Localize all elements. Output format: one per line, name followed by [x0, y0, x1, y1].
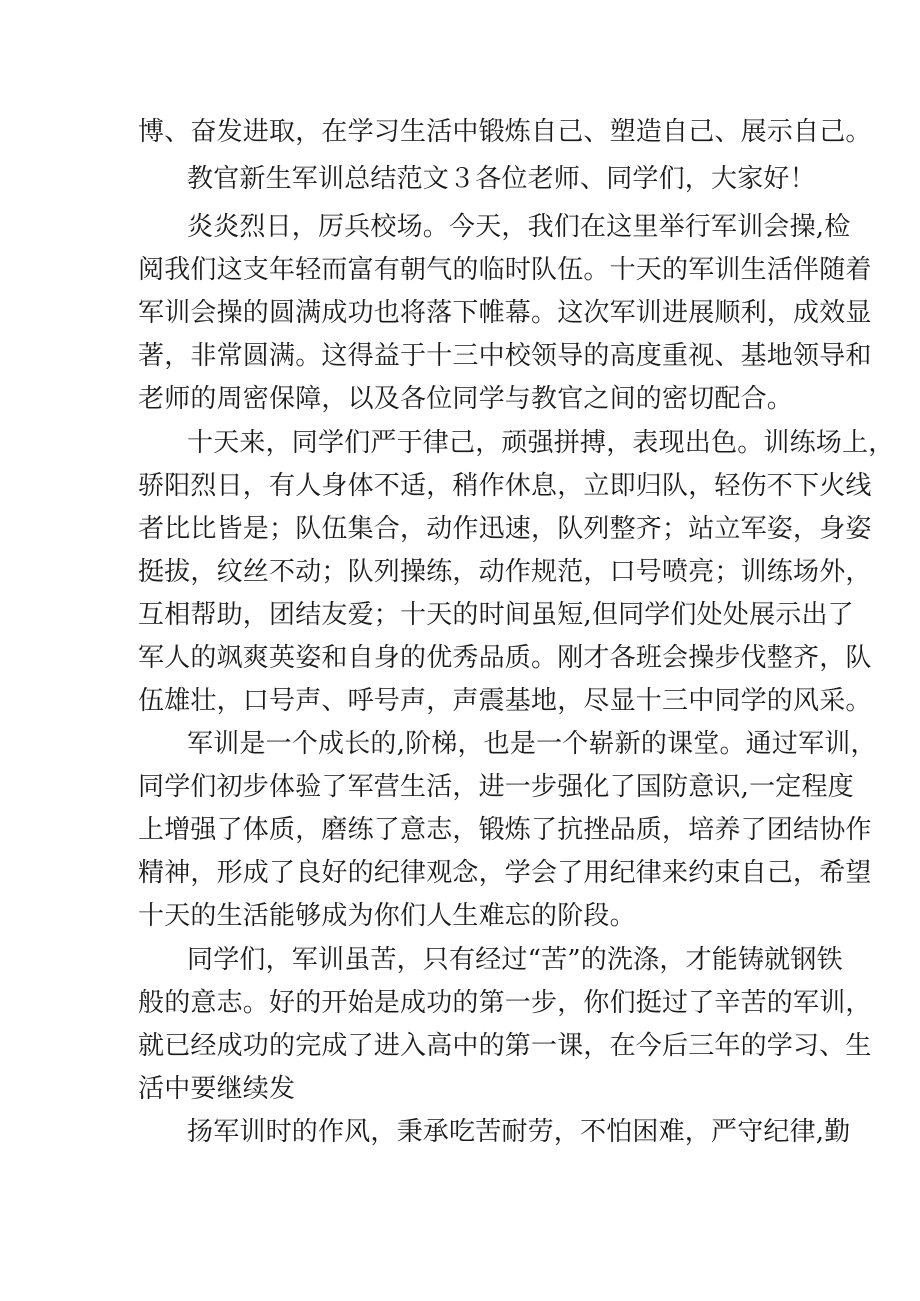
text-line: 活中要继续发	[138, 1074, 296, 1104]
text-line: 同学们初步体验了军营生活，进一步强化了国防意识,一定程度	[138, 772, 854, 802]
text-line: 般的意志。好的开始是成功的第一步，你们挺过了辛苦的军训，	[138, 988, 872, 1018]
text-line: 扬军训时的作风，秉承吃苦耐劳，不怕困难，严守纪律,勤	[187, 1117, 851, 1147]
text-line: 十天的生活能够成为你们人生难忘的阶段。	[138, 901, 636, 931]
text-line: 军人的飒爽英姿和自身的优秀品质。刚才各班会操步伐整齐，队	[138, 643, 872, 673]
text-line: 军训是一个成长的,阶梯，也是一个崭新的课堂。通过军训，	[187, 729, 877, 759]
text-line: 上增强了体质，磨练了意志，锻炼了抗挫品质，培养了团结协作	[138, 815, 872, 845]
text-line: 伍雄壮，口号声、呼号声，声震基地，尽显十三中同学的风采。	[138, 686, 872, 716]
text-line: 者比比皆是；队伍集合，动作迅速，队列整齐；站立军姿，身姿	[138, 514, 872, 544]
text-line: 同学们，军训虽苦，只有经过“苦”的洗涤，才能铸就钢铁	[187, 945, 843, 975]
text-line: 精神，形成了良好的纪律观念，学会了用纪律来约束自己，希望	[138, 858, 872, 888]
text-line: 著，非常圆满。这得益于十三中校领导的高度重视、基地领导和	[138, 341, 872, 371]
text-line: 互相帮助，团结友爱；十天的时间虽短,但同学们处处展示出了	[138, 600, 854, 630]
text-line: 博、奋发进取，在学习生活中锻炼自己、塑造自己、展示自己。	[138, 117, 872, 147]
text-line: 阅我们这支年轻而富有朝气的临时队伍。十天的军训生活伴随着	[138, 255, 872, 285]
text-line: 挺拔，纹丝不动；队列操练，动作规范，口号喷亮；训练场外，	[138, 557, 872, 587]
text-line: 老师的周密保障，以及各位同学与教官之间的密切配合。	[138, 384, 794, 414]
text-line: 就已经成功的完成了进入高中的第一课，在今后三年的学习、生	[138, 1031, 872, 1061]
text-line: 十天来，同学们严于律己，顽强拼搏，表现出色。训练场上，	[187, 428, 895, 458]
text-line: 骄阳烈日，有人身体不适，稍作休息，立即归队，轻伤不下火线	[138, 471, 872, 501]
text-line: 教官新生军训总结范文３各位老师、同学们，大家好！	[187, 164, 816, 194]
text-line: 炎炎烈日，厉兵校场。今天，我们在这里举行军训会操,检	[187, 212, 851, 242]
text-line: 军训会操的圆满成功也将落下帷幕。这次军训进展顺利，成效显	[138, 298, 872, 328]
